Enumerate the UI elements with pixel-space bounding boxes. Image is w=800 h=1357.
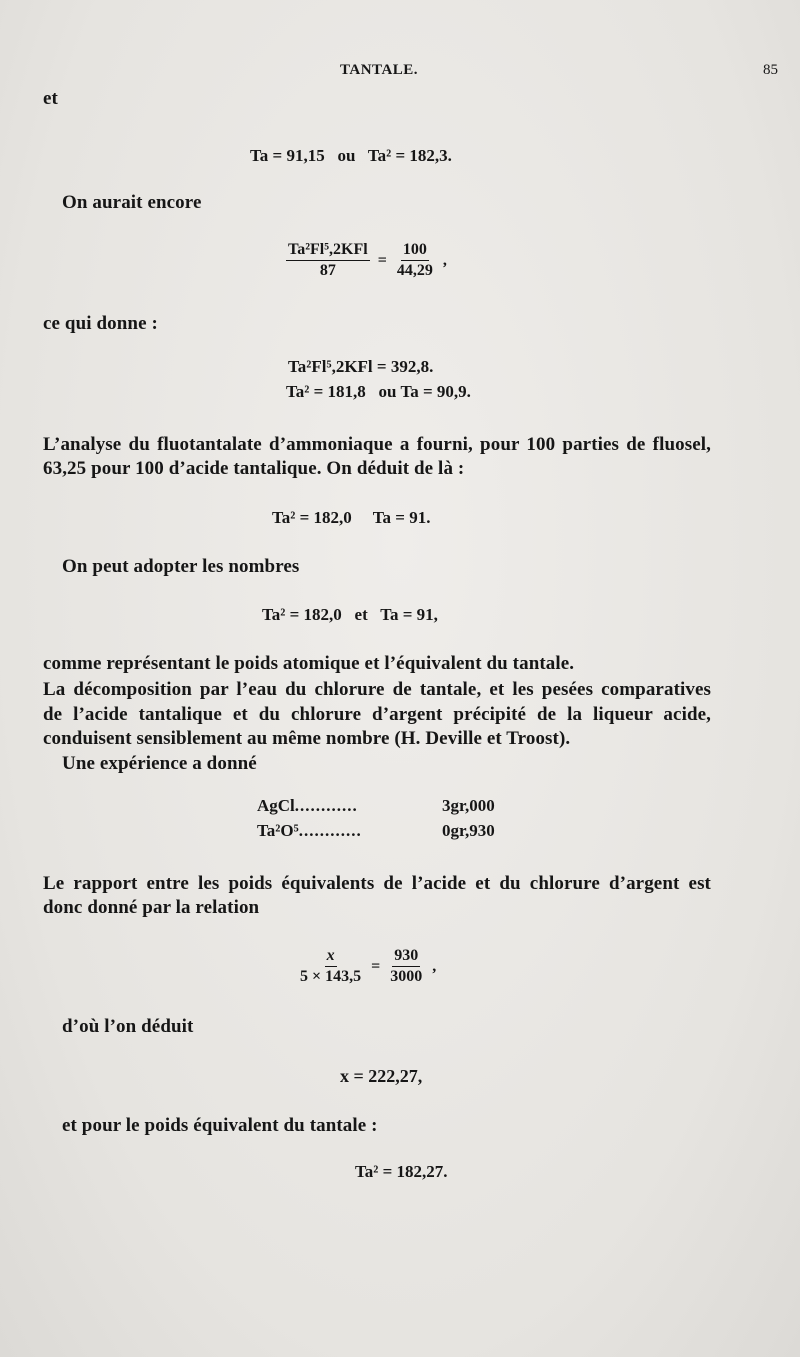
fraction-denominator: 5 × 143,5 xyxy=(300,968,362,985)
fraction-right xyxy=(388,947,424,986)
equals-sign: = xyxy=(371,957,381,975)
equation-ta-value: Ta = 91,15 ou Ta² = 182,3. xyxy=(250,146,452,165)
leader-dots: ............ xyxy=(298,821,362,840)
equation-final-ta2: Ta² = 182,27. xyxy=(355,1162,448,1181)
text-on-aurait-encore: On aurait encore xyxy=(62,192,202,213)
table-row-agcl xyxy=(257,796,358,816)
fraction-left xyxy=(286,241,370,280)
running-header-title: TANTALE. xyxy=(340,62,419,78)
fraction-tail: , xyxy=(432,957,437,975)
paragraph-decomposition-line-3: conduisent sensiblement au même nombre (H. Deville et Troost). xyxy=(43,728,571,749)
table-label: AgCl xyxy=(257,796,295,815)
text-dou-lon-deduit: d’où l’on déduit xyxy=(62,1016,194,1037)
paragraph-analyse-line-2: 63,25 pour 100 d’acide tantalique. On déduit de là : xyxy=(43,458,465,479)
fraction-equation-1 xyxy=(286,241,447,280)
paragraph-rapport-line-2: donc donné par la relation xyxy=(43,897,260,918)
paragraph-analyse-line-1: L’analyse du fluotantalate d’ammoniaque a fourni, pour 100 parties de fluosel, xyxy=(43,434,711,455)
table-row-ta2o5 xyxy=(257,821,362,841)
page-number: 85 xyxy=(763,62,778,78)
table-value-agcl: 3gr,000 xyxy=(442,796,495,815)
equation-ta2-181: Ta² = 181,8 ou Ta = 90,9. xyxy=(286,382,471,401)
equation-ta2-182: Ta² = 182,0 Ta = 91. xyxy=(272,508,431,527)
table-label: Ta²O⁵ xyxy=(257,821,299,840)
text-comme-representant: comme représentant le poids atomique et l’équivalent du tantale. xyxy=(43,653,575,674)
text-et: et xyxy=(43,88,58,109)
fraction-numerator: 930 xyxy=(392,947,420,967)
text-une-experience: Une expérience a donné xyxy=(62,753,257,774)
text-on-peut-adopter: On peut adopter les nombres xyxy=(62,556,300,577)
text-ce-qui-donne: ce qui donne : xyxy=(43,313,158,334)
equals-sign: = xyxy=(377,251,387,269)
fraction-right xyxy=(395,241,435,280)
text-et-pour-le-poids: et pour le poids équivalent du tantale : xyxy=(62,1115,378,1136)
fraction-left xyxy=(298,947,363,986)
equation-adopted-values: Ta² = 182,0 et Ta = 91, xyxy=(262,605,438,624)
fraction-denominator: 87 xyxy=(319,262,336,279)
fraction-denominator: 44,29 xyxy=(396,262,433,279)
fraction-tail: , xyxy=(442,251,447,269)
equation-fluotantalate: Ta²Fl⁵,2KFl = 392,8. xyxy=(288,357,434,376)
fraction-numerator: 100 xyxy=(401,241,429,261)
paragraph-rapport-line-1: Le rapport entre les poids équivalents de l’acide et du chlorure d’argent est xyxy=(43,873,711,894)
paragraph-decomposition-line-2: de l’acide tantalique et du chlorure d’argent précipité de la liqueur acide, xyxy=(43,704,711,725)
fraction-numerator: Ta²Fl⁵,2KFl xyxy=(286,241,370,261)
table-value-ta2o5: 0gr,930 xyxy=(442,821,495,840)
paragraph-decomposition-line-1: La décomposition par l’eau du chlorure de tantale, et les pesées comparatives xyxy=(43,679,711,700)
equation-x-value: x = 222,27, xyxy=(340,1066,423,1086)
fraction-numerator: x xyxy=(325,947,337,967)
leader-dots: ............ xyxy=(294,796,358,815)
fraction-denominator: 3000 xyxy=(390,968,423,985)
fraction-equation-2 xyxy=(298,947,436,986)
